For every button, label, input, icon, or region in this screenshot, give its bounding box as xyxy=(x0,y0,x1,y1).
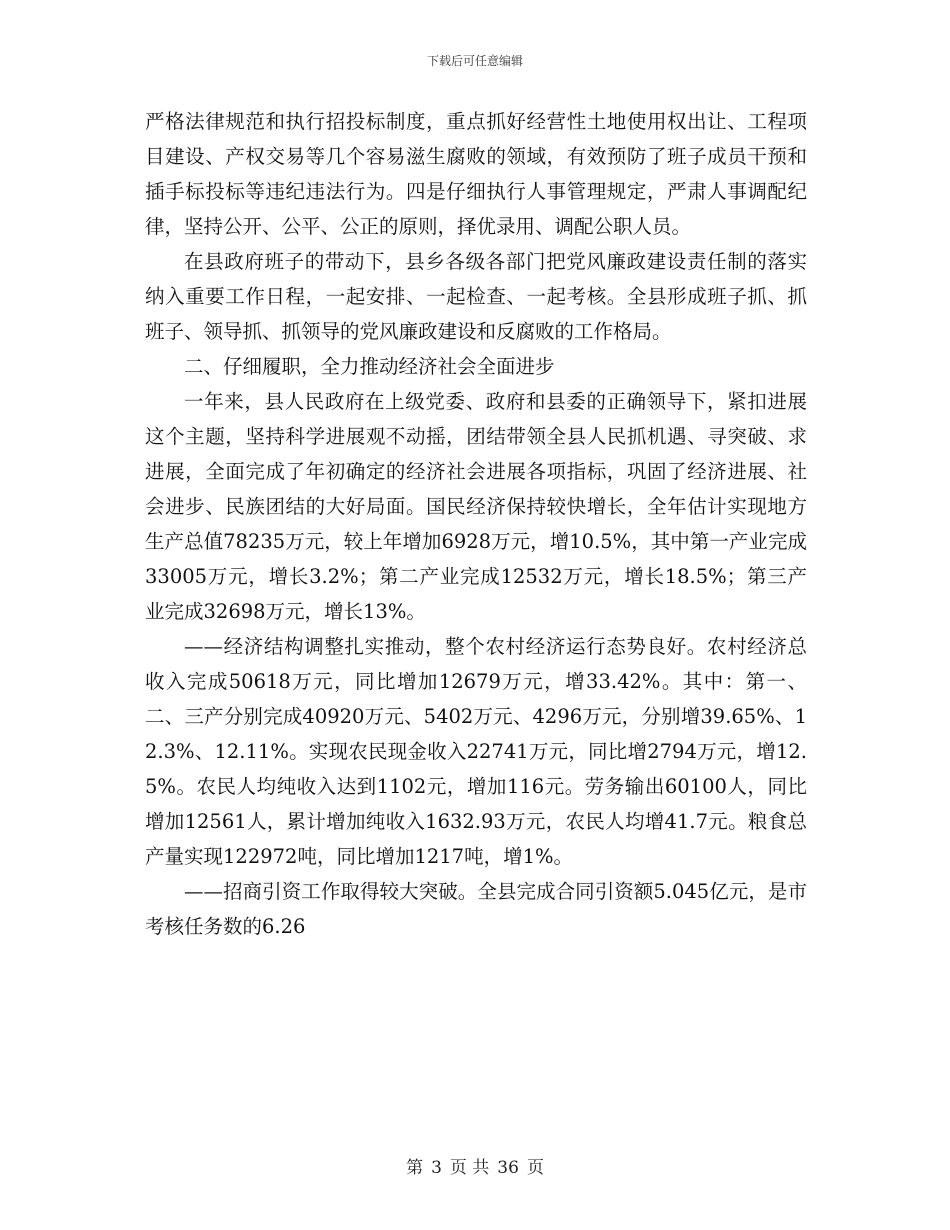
document-body xyxy=(145,104,807,944)
paragraph-4: ——经济结构调整扎实推动，整个农村经济运行态势良好。农村经济总收入完成50618万元，同比增加12679万元，增33.42%。其中：第一、二、三产分别完成40920万元、5402万元、4296万元，分别增39.65%、12.3%、12.11%。实现农民现金收入22741万元，同比增2794万元，增12.5%。农民人均纯收入达到1102元，增加116元。劳务输出60100人，同比增加12561人，累计增加纯收入1632.93万元，农民人均增41.7元。粮食总产量实现122972吨，同比增加1217吨，增1%。 xyxy=(145,635,807,868)
footer-middle: 页 共 xyxy=(449,1158,490,1178)
page-footer xyxy=(0,1153,950,1178)
footer-prefix: 第 xyxy=(406,1158,424,1178)
paragraph-3: 一年来，县人民政府在上级党委、政府和县委的正确领导下，紧扣进展这个主题，坚持科学进展观不动摇，团结带领全县人民抓机遇、寻突破、求进展，全面完成了年初确定的经济社会进展各项指标，巩固了经济进展、社会进步、民族团结的大好局面。国民经济保持较快增长，全年估计实现地方生产总值78235万元，较上年增加6928万元，增10.5%，其中第一产业完成33005万元，增长3.2%；第二产业完成12532万元，增长18.5%；第三产业完成32698万元，增长13%。 xyxy=(145,390,807,623)
page-header: 下载后可任意编辑 xyxy=(426,54,523,68)
paragraph-2: 在县政府班子的带动下，县乡各级各部门把党风廉政建设责任制的落实纳入重要工作日程，一起安排、一起检查、一起考核。全县形成班子抓、抓班子、领导抓、抓领导的党风廉政建设和反腐败的工作格局。 xyxy=(145,250,807,343)
page-number: 3 xyxy=(431,1158,442,1178)
total-pages: 36 xyxy=(497,1158,519,1178)
footer-suffix: 页 xyxy=(526,1158,544,1178)
section-heading: 二、仔细履职，全力推动经济社会全面进步 xyxy=(184,355,555,378)
paragraph-1: 严格法律规范和执行招投标制度，重点抓好经营性土地使用权出让、工程项目建设、产权交易等几个容易滋生腐败的领域，有效预防了班子成员干预和插手标投标等违纪违法行为。四是仔细执行人事管理规定，严肃人事调配纪律，坚持公开、公平、公正的原则，择优录用、调配公职人员。 xyxy=(145,110,807,238)
paragraph-5: ——招商引资工作取得较大突破。全县完成合同引资额5.045亿元，是市考核任务数的6.26 xyxy=(145,880,807,938)
